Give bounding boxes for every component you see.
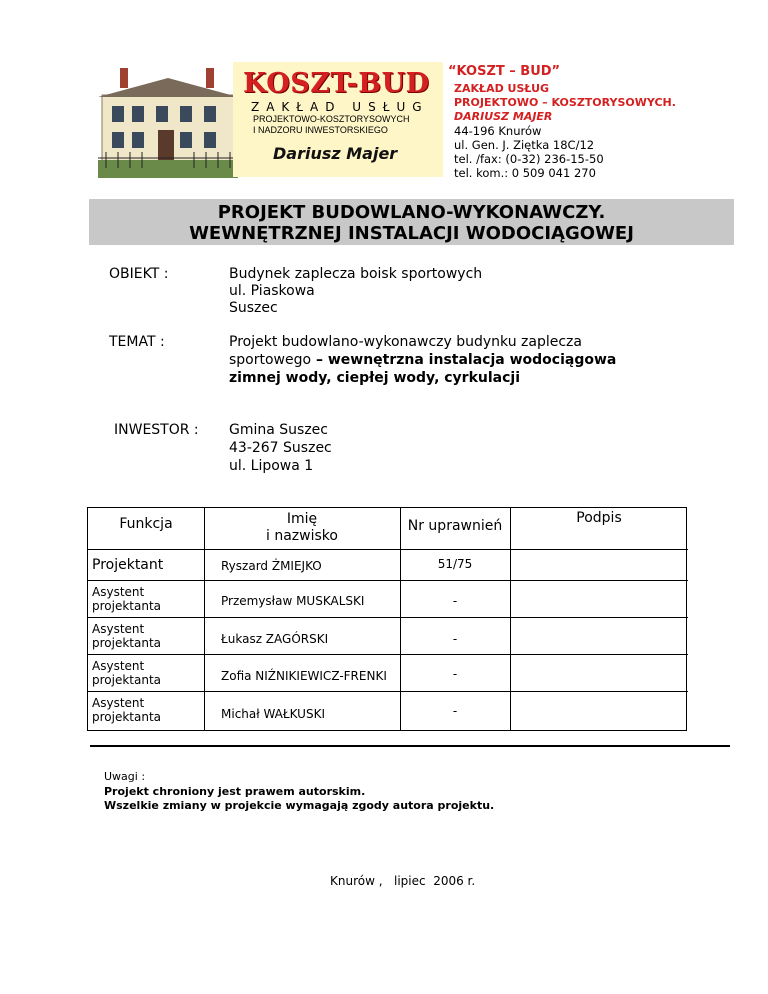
temat-value-3: zimnej wody, ciepłej wody, cyrkulacji [229,370,521,386]
table-row-role [92,659,161,687]
obiekt-label: OBIEKT : [109,266,169,282]
company-name: “KOSZT – BUD” [448,64,561,79]
obiekt-value-3: Suszec [229,300,278,316]
role-line-2: projektanta [92,710,162,724]
temat-value-2a: sportowego [229,352,312,368]
table-row-nr: 51/75 [437,557,473,571]
table-row-name: Zofia NIŹNIKIEWICZ-FRENKI [221,669,387,683]
role-line-1: Asystent [92,696,145,710]
notes-line-2: Wszelkie zmiany w projekcie wymagają zgody autora projektu. [104,799,495,812]
inwestor-value-1: Gmina Suszec [229,422,328,438]
table-row-role [92,622,161,650]
temat-value-2 [229,352,616,369]
table-row-role: Projektant [92,557,164,573]
logo-owner-name: Dariusz Majer [273,144,398,163]
header-nazwisko: i nazwisko [266,528,338,544]
role-line-1: Asystent [92,659,145,673]
obiekt-value-2: ul. Piaskowa [229,283,315,299]
table-row-nr: - [452,704,458,718]
table-row-nr: - [452,632,458,646]
temat-value-1: Projekt budowlano-wykonawczy budynku zaplecza [229,334,582,350]
temat-label: TEMAT : [109,334,165,350]
header-nr-uprawnien: Nr uprawnień [407,518,503,534]
temat-value-2b: – wewnętrzna instalacja wodociągowa [311,352,617,368]
company-logo [233,62,443,177]
logo-brand: KOSZT-BUD [243,68,430,99]
company-owner: DARIUSZ MAJER [454,110,553,123]
company-line-1: ZAKŁAD USŁUG [454,82,550,95]
table-row-role [92,696,161,724]
section-divider [90,745,730,747]
place-and-date: Knurów , lipiec 2006 r. [330,874,476,888]
notes-label: Uwagi : [104,770,146,783]
document-title [89,199,734,245]
house-logo-image [98,60,238,178]
company-phone: tel. /fax: (0-32) 236-15-50 [454,152,604,166]
role-line-2: projektanta [92,636,162,650]
obiekt-value-1: Budynek zaplecza boisk sportowych [229,266,483,282]
inwestor-value-3: ul. Lipowa 1 [229,458,314,474]
role-line-1: Asystent [92,622,145,636]
inwestor-value-2: 43-267 Suszec [229,440,332,456]
notes-line-1: Projekt chroniony jest prawem autorskim. [104,785,366,798]
title-line-1: PROJEKT BUDOWLANO-WYKONAWCZY. [217,202,606,223]
company-address-2: ul. Gen. J. Ziętka 18C/12 [454,138,595,152]
logo-line-1: PROJEKTOWO-KOSZTORYSOWYCH [253,114,410,124]
inwestor-label: INWESTOR : [114,422,199,438]
table-row-name: Łukasz ZAGÓRSKI [221,632,329,646]
table-row-name: Ryszard ŻMIEJKO [221,559,322,573]
role-line-1: Asystent [92,585,145,599]
role-line-2: projektanta [92,599,162,613]
table-row-nr: - [452,594,458,608]
company-address-1: 44-196 Knurów [454,124,542,138]
logo-line-2: I NADZORU INWESTORSKIEGO [253,125,388,135]
table-row-name: Michał WAŁKUSKI [221,707,325,721]
title-line-2: WEWNĘTRZNEJ INSTALACJI WODOCIĄGOWEJ [189,223,634,244]
design-team-table [87,507,687,731]
table-row-nr: - [452,667,458,681]
header-funkcja: Funkcja [119,516,173,532]
header-imie: Imię [286,511,318,527]
role-line-2: projektanta [92,673,162,687]
table-row-role [92,585,161,613]
table-row-name: Przemysław MUSKALSKI [221,594,365,608]
logo-subtitle: ZAKŁAD USŁUG [251,100,429,114]
company-line-2: PROJEKTOWO – KOSZTORYSOWYCH. [454,96,676,109]
header-podpis: Podpis [576,510,622,526]
company-mobile: tel. kom.: 0 509 041 270 [454,166,596,180]
